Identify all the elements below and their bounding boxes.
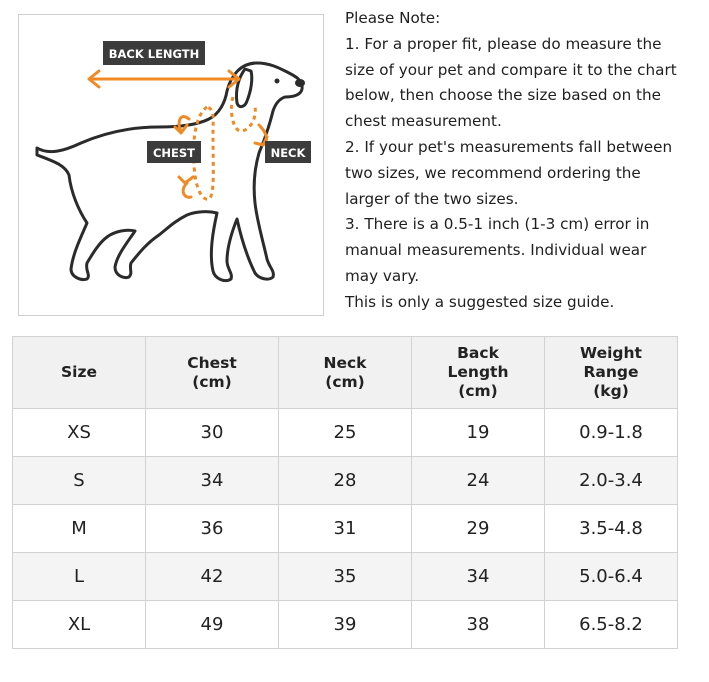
header-size: Size	[13, 337, 146, 409]
table-row	[13, 553, 678, 601]
note-line: 3. There is a 0.5-1 inch (1-3 cm) error in	[345, 215, 650, 234]
cell-back-length: 24	[412, 457, 545, 505]
neck-label	[265, 141, 311, 163]
cell-back-length: 19	[412, 409, 545, 457]
cell-chest: 42	[146, 553, 279, 601]
cell-weight-range: 6.5-8.2	[545, 601, 678, 649]
note-line: This is only a suggested size guide.	[345, 292, 615, 311]
size-notes	[345, 6, 690, 316]
cell-size: XL	[13, 601, 146, 649]
cell-size: S	[13, 457, 146, 505]
cell-neck: 35	[279, 553, 412, 601]
cell-neck: 25	[279, 409, 412, 457]
note-line: chest measurement.	[345, 112, 502, 131]
note-line: below, then choose the size based on the	[345, 86, 661, 105]
header-neck: Neck (cm)	[279, 337, 412, 409]
cell-weight-range: 0.9-1.8	[545, 409, 678, 457]
svg-text:BACK LENGTH: BACK LENGTH	[108, 47, 200, 61]
cell-back-length: 34	[412, 553, 545, 601]
cell-chest: 36	[146, 505, 279, 553]
note-line: two sizes, we recommend ordering the	[345, 163, 641, 182]
table-row	[13, 409, 678, 457]
cell-neck: 28	[279, 457, 412, 505]
size-chart	[12, 336, 678, 649]
svg-text:CHEST: CHEST	[152, 146, 196, 160]
cell-chest: 49	[146, 601, 279, 649]
note-line: 2. If your pet's measurements fall between	[345, 137, 673, 156]
cell-chest: 34	[146, 457, 279, 505]
header-weight-range: Weight Range (kg)	[545, 337, 678, 409]
table-header-row	[13, 337, 678, 409]
note-line: manual measurements. Individual wear	[345, 241, 647, 260]
cell-neck: 39	[279, 601, 412, 649]
note-line: 1. For a proper fit, please do measure the	[345, 34, 662, 53]
back-length-label	[103, 41, 205, 65]
table-row	[13, 457, 678, 505]
size-table	[12, 336, 678, 649]
cell-chest: 30	[146, 409, 279, 457]
cell-size: XS	[13, 409, 146, 457]
cell-size: M	[13, 505, 146, 553]
svg-text:NECK: NECK	[270, 146, 306, 160]
cell-weight-range: 5.0-6.4	[545, 553, 678, 601]
cell-neck: 31	[279, 505, 412, 553]
table-row	[13, 601, 678, 649]
cell-back-length: 38	[412, 601, 545, 649]
header-back-length: Back Length (cm)	[412, 337, 545, 409]
note-line: size of your pet and compare it to the chart	[345, 60, 677, 79]
header-chest: Chest (cm)	[146, 337, 279, 409]
cell-weight-range: 3.5-4.8	[545, 505, 678, 553]
dog-outline-icon	[19, 15, 323, 315]
cell-size: L	[13, 553, 146, 601]
cell-back-length: 29	[412, 505, 545, 553]
chest-label	[147, 141, 201, 163]
note-line: larger of the two sizes.	[345, 189, 519, 208]
table-row	[13, 505, 678, 553]
notes-heading: Please Note:	[345, 9, 441, 27]
cell-weight-range: 2.0-3.4	[545, 457, 678, 505]
size-guide-illustration	[18, 14, 324, 316]
note-line: may vary.	[345, 266, 420, 285]
